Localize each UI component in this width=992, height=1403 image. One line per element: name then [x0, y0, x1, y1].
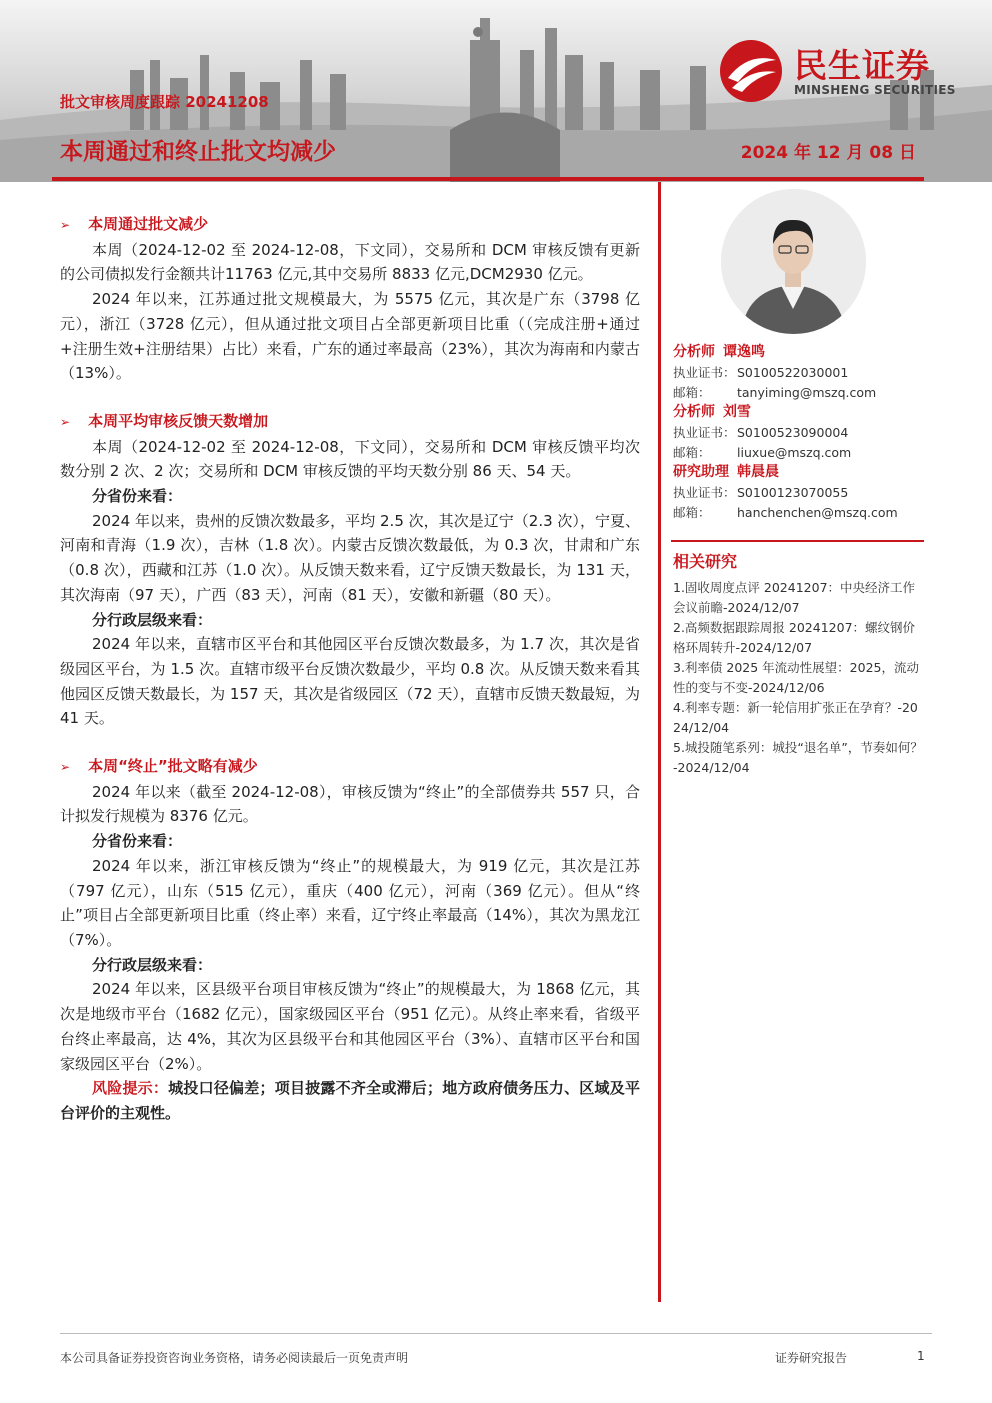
page-number: 1 — [917, 1349, 925, 1363]
paragraph: 2024 年以来，直辖市区平台和其他园区平台反馈次数最多，为 1.7 次，其次是省级园区平台，为 1.5 次。直辖市级平台反馈次数最少，平均 0.8 次。从反馈天数来看其他园区反馈天数最长，为 157 天，其次是省级园区（72 天），直辖市反馈天数最短，为 41 天。 — [60, 635, 640, 728]
sidebar-divider — [671, 540, 924, 542]
company-logo — [718, 38, 968, 106]
related-item[interactable]: 5.城投随笔系列：城投“退名单”，节奏如何？-2024/12/04 — [673, 740, 923, 775]
paragraph: 本周（2024-12-02 至 2024-12-08，下文同），交易所和 DCM 审核反馈有更新的公司债拟发行金额共计11763 亿元,其中交易所 8833 亿元,DCM2930 亿元。 — [60, 240, 640, 284]
logo-name-cn: 民生证券 — [794, 46, 930, 85]
minsheng-logo-icon — [718, 38, 784, 104]
analyst-cert: 执业证书：S0100123070055 — [673, 485, 849, 500]
analyst-role: 分析师 刘雪 — [673, 404, 751, 420]
analyst-email: 邮箱： liuxue@mszq.com — [673, 445, 852, 460]
footer-disclaimer: 本公司具备证券投资咨询业务资格，请务必阅读最后一页免责声明 — [60, 1351, 409, 1365]
report-series: 批文审核周度跟踪 20241208 — [60, 93, 269, 111]
arrow-bullet-icon: ➢ — [60, 218, 71, 232]
footer-report-type: 证券研究报告 — [775, 1351, 848, 1365]
related-research-list — [673, 578, 923, 778]
paragraph: 2024 年以来，浙江审核反馈为“终止”的规模最大，为 919 亿元，其次是江苏（797 亿元），山东（515 亿元），重庆（400 亿元），河南（369 亿元）。但从“终止”项目占全部更新项目比重（终止率）来看，辽宁终止率最高（14%），其次为黑龙江（7%）。 — [60, 856, 640, 949]
related-item[interactable]: 1.固收周度点评 20241207：中央经济工作会议前瞻-2024/12/07 — [673, 580, 916, 615]
subheading: 分行政层级来看： — [92, 955, 213, 974]
analyst-name: 谭逸鸣 — [723, 344, 765, 360]
paragraph: 2024 年以来，贵州的反馈次数最多，平均 2.5 次，其次是辽宁（2.3 次），宁夏、河南和青海（1.9 次），吉林（1.8 次）。内蒙古反馈次数最低，为 0.3 次，甘肃和广东（0.8 次），西藏和江苏（1.0 次）。从反馈天数来看，辽宁反馈天数最长，为 131 天，其次海南（97 天），广西（83 天），河南（81 天），安徽和新疆（80 天）。 — [60, 511, 640, 604]
section-heading: ➢ 本周通过批文减少 — [60, 215, 209, 233]
analyst-cert: 执业证书：S0100523090004 — [673, 425, 849, 440]
analyst-email: 邮箱： hanchenchen@mszq.com — [673, 505, 898, 520]
footer-divider — [60, 1333, 932, 1334]
column-divider — [658, 182, 661, 1302]
section-heading: ➢ 本周“终止”批文略有减少 — [60, 757, 258, 776]
subheading: 分省份来看： — [92, 832, 183, 851]
analyst-email: 邮箱： tanyiming@mszq.com — [673, 385, 877, 400]
report-date: 2024 年 12 月 08 日 — [740, 143, 916, 163]
related-item[interactable]: 3.利率债 2025 年流动性展望：2025，流动性的变与不变-2024/12/06 — [673, 660, 919, 695]
header-banner — [0, 0, 992, 182]
related-item[interactable]: 4.利率专题：新一轮信用扩张正在孕育？-2024/12/04 — [673, 700, 918, 735]
analyst-photo — [721, 189, 866, 334]
analyst-role: 分析师 谭逸鸣 — [673, 344, 765, 360]
analyst-name: 刘雪 — [723, 404, 751, 420]
paragraph: 2024 年以来，江苏通过批文规模最大，为 5575 亿元，其次是广东（3798 亿元），浙江（3728 亿元），但从通过批文项目占全部更新项目比重（（完成注册+通过+注册生效+注册结果）占比）来看，广东的通过率最高（23%），其次为海南和内蒙古（13%）。 — [60, 290, 640, 383]
arrow-bullet-icon: ➢ — [60, 414, 71, 429]
related-item[interactable]: 2.高频数据跟踪周报 20241207：螺纹钢价格环周转升-2024/12/07 — [673, 620, 916, 655]
arrow-bullet-icon: ➢ — [60, 760, 71, 775]
analyst-role: 研究助理 韩晨晨 — [673, 464, 779, 480]
paragraph: 2024 年以来（截至 2024-12-08），审核反馈为“终止”的全部债券共 557 只，合计拟发行规模为 8376 亿元。 — [60, 782, 640, 826]
risk-warning: 风险提示：城投口径偏差；项目披露不齐全或滞后；地方政府债务压力、区域及平台评价的主观性。 — [60, 1079, 640, 1122]
analyst-portrait-image — [721, 189, 866, 334]
subheading: 分省份来看： — [92, 487, 183, 506]
main-column — [60, 212, 640, 1126]
paragraph: 2024 年以来，区县级平台项目审核反馈为“终止”的规模最大，为 1868 亿元，其次是地级市平台（1682 亿元），国家级园区平台（951 亿元）。从终止率来看，省级平台终止率最高，达 4%，其次为区县级平台和其他园区平台（3%）、直辖市区平台和国家级园区平台（2%）。 — [60, 980, 640, 1073]
analyst-name: 韩晨晨 — [737, 464, 779, 480]
subheading: 分行政层级来看： — [92, 610, 213, 629]
analyst-cert: 执业证书：S0100522030001 — [673, 365, 849, 380]
paragraph: 本周（2024-12-02 至 2024-12-08，下文同），交易所和 DCM 审核反馈平均次数分别 2 次、2 次；交易所和 DCM 审核反馈的平均天数分别 86 天、54 天。 — [60, 437, 640, 481]
logo-name-en: MINSHENG SECURITIES — [794, 83, 956, 97]
header-divider — [52, 177, 924, 181]
related-research-title: 相关研究 — [673, 552, 738, 571]
report-title: 本周通过和终止批文均减少 — [60, 139, 336, 165]
section-heading: ➢ 本周平均审核反馈天数增加 — [60, 411, 269, 430]
